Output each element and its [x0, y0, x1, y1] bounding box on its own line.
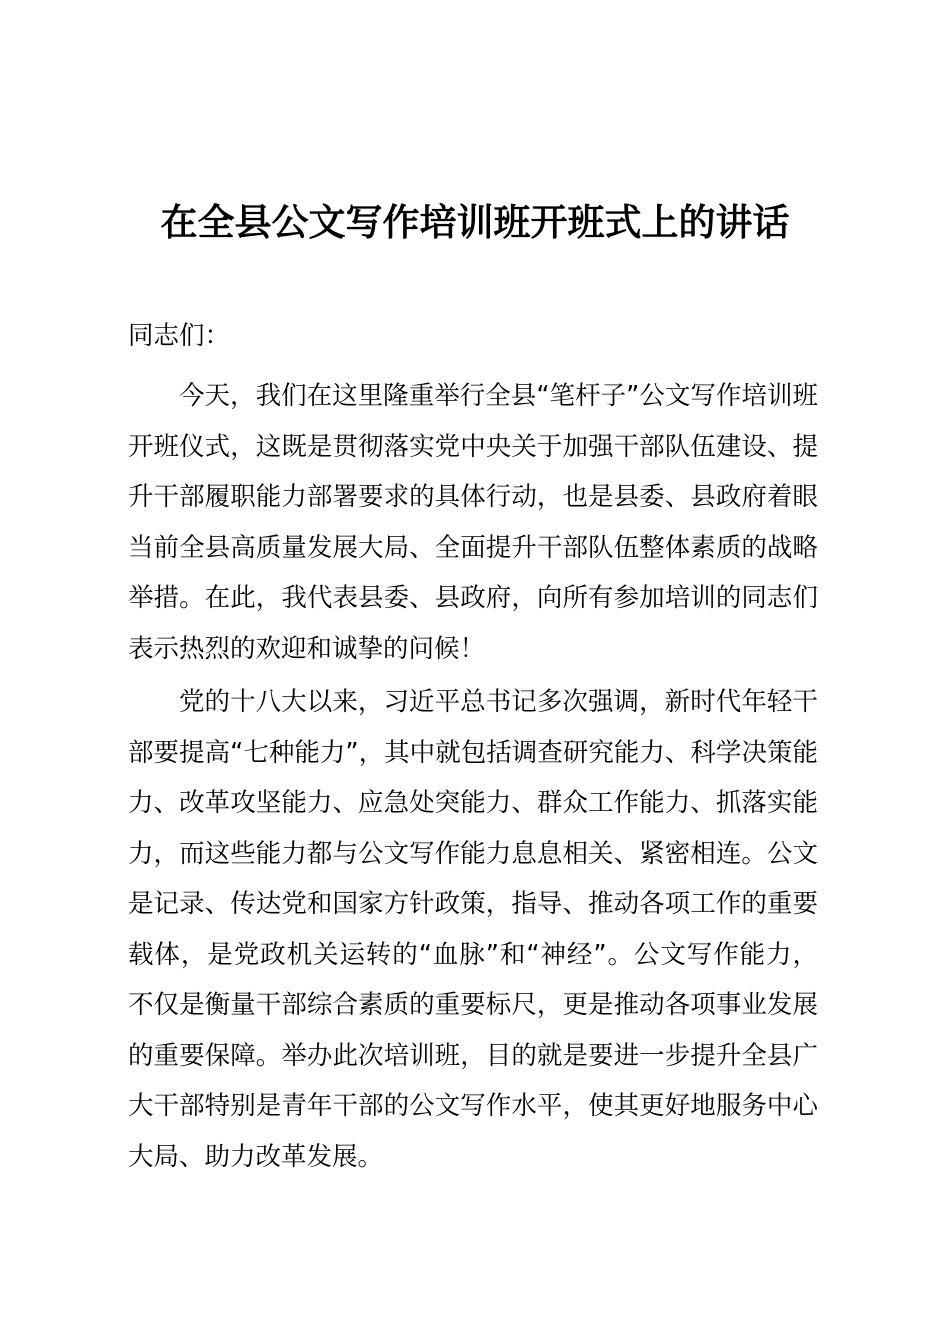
salutation: 同志们： [128, 321, 231, 351]
document-title: 在全县公文写作培训班开班式上的讲话 [160, 200, 790, 244]
body-paragraph-2: 党的十八大以来，习近平总书记多次强调，新时代年轻干部要提高“七种能力”，其中就包括调查研究能力、科学决策能力、改革攻坚能力、应急处突能力、群众工作能力、抓落实能力，而这些能力都与公文写作能力息息相关、紧密相连。公文是记录、传达党和国家方针政策，指导、推动各项工作的重要载体，是党政机关运转的“血脉”和“神经”。公文写作能力，不仅是衡量干部综合素质的重要标尺，更是推动各项事业发展的重要保障。举办此次培训班，目的就是要进一步提升全县广大干部特别是青年干部的公文写作水平，使其更好地服务中心大局、助力改革发展。 [128, 687, 818, 1172]
body-paragraph-1: 今天，我们在这里隆重举行全县“笔杆子”公文写作培训班开班仪式，这既是贯彻落实党中央关于加强干部队伍建设、提升干部履职能力部署要求的具体行动，也是县委、县政府着眼当前全县高质量发展大局、全面提升干部队伍整体素质的战略举措。在此，我代表县委、县政府，向所有参加培训的同志们表示热烈的欢迎和诚挚的问候！ [128, 381, 818, 664]
